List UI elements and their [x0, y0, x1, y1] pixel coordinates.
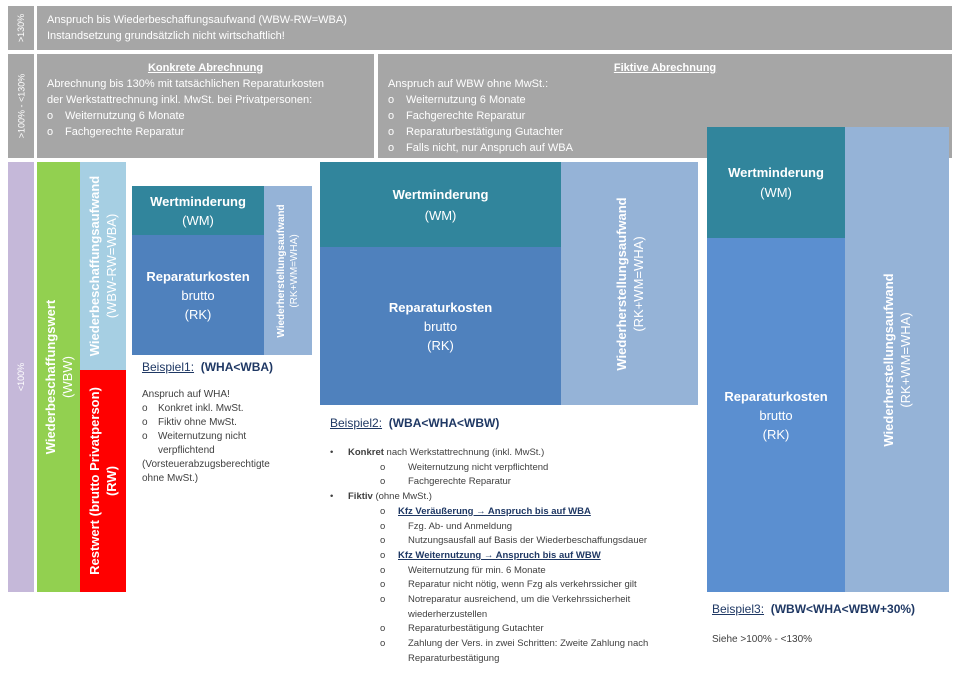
konkret-bullet: o Fachgerechte Reparatur: [47, 126, 185, 138]
top-info-line2: Instandsetzung grundsätzlich nicht wirtschaftlich!: [47, 30, 285, 42]
fiktiv-bullet: o Falls nicht, nur Anspruch auf WBA: [388, 142, 573, 154]
beispiel3-note: Siehe >100% - <130%: [712, 634, 813, 645]
fiktiv-line1: Anspruch auf WBW ohne MwSt.:: [388, 78, 549, 90]
beispiel2-title: Beispiel2: (WBA<WHA<WBW): [330, 416, 500, 430]
rw-sub: (RW): [104, 465, 119, 497]
row-label-over-130: >130%: [8, 6, 34, 50]
bsp1-wha-block: Wiederherstellungsaufwand (RK+WM=WHA): [264, 186, 312, 355]
konkret-bullet: o Weiternutzung 6 Monate: [47, 110, 185, 122]
bsp3-wha-block: Wiederherstellungsaufwand (RK+WM=WHA): [845, 127, 949, 592]
bsp2-wm-block: Wertminderung (WM): [320, 162, 561, 247]
bsp3-rk-block: Reparaturkosten brutto (RK): [707, 238, 845, 592]
rw-title: Restwert (brutto Privatperson): [87, 387, 102, 575]
wba-column: [80, 162, 126, 370]
bsp1-rk-block: Reparaturkosten brutto (RK): [132, 235, 264, 355]
bsp2-rk-block: Reparaturkosten brutto (RK): [320, 247, 561, 405]
wbw-sub: (WBW): [59, 356, 75, 398]
beispiel1-title: Beispiel1: (WHA<WBA): [142, 360, 274, 374]
konkret-line1: Abrechnung bis 130% mit tatsächlichen Reparaturkosten: [47, 78, 324, 90]
beispiel1-text: Anspruch auf WHA! o Konkret inkl. MwSt. o Fiktiv ohne MwSt. o Weiternutzung nicht verpflichtend (Vorsteuerabzugsberechtigte ohne MwSt.): [142, 389, 270, 484]
beispiel2-text: • Konkret nach Werkstattrechnung (inkl. MwSt.) o Weiternutzung nicht verpflichtend o Fachgerechte Reparatur • Fiktiv (ohne MwSt.) o Kfz Veräußerung → Anspruch bis auf WBA o Fzg. Ab- und Anmeldung o Nutzungsausfall auf Basis der Wiederbeschaffungsdauer o Kfz Weiternutzung → Anspruch bis auf WBW o Weiternutzung für min. 6 Monate o Reparatur nicht nötig, wenn Fzg als verkehrssicher gilt o Notreparatur ausreichend, um die Verkehrssicherheit wiederherzustellen o Reparaturbestätigung Gutachter o Zahlung der Vers. in zwei Schritten: Zweite Zahlung nach Reparaturbestätigung: [330, 447, 649, 664]
wbw-column: [37, 162, 80, 592]
fiktiv-bullet: o Fachgerechte Reparatur: [388, 110, 526, 122]
konkret-box: [37, 54, 374, 158]
fiktiv-title: Fiktive Abrechnung: [613, 62, 717, 74]
fiktiv-bullet: o Reparaturbestätigung Gutachter: [388, 126, 564, 138]
row-label-100-130: >100% - <130%: [8, 54, 34, 158]
wba-sub: (WBW-RW=WBA): [104, 213, 119, 319]
konkret-title: Konkrete Abrechnung: [147, 62, 264, 74]
bsp2-wha-block: Wiederherstellungsaufwand (RK+WM=WHA): [561, 162, 698, 405]
wba-title: Wiederbeschaffungsaufwand: [87, 175, 102, 357]
row-label-under-100: <100%: [8, 162, 34, 592]
top-info-box: [37, 6, 952, 50]
fiktiv-bullet: o Weiternutzung 6 Monate: [388, 94, 526, 106]
konkret-line2: der Werkstattrechnung inkl. MwSt. bei Privatpersonen:: [47, 94, 313, 106]
bsp1-wm-block: Wertminderung (WM): [132, 186, 264, 235]
bsp3-wm-block: Wertminderung (WM): [707, 127, 845, 238]
beispiel3-title: Beispiel3: (WBW<WHA<WBW+30%): [712, 602, 916, 616]
wbw-title: Wiederbeschaffungswert: [42, 299, 58, 455]
top-info-line1: Anspruch bis Wiederbeschaffungsaufwand (WBW-RW=WBA): [47, 14, 347, 26]
rw-column: [80, 370, 126, 592]
